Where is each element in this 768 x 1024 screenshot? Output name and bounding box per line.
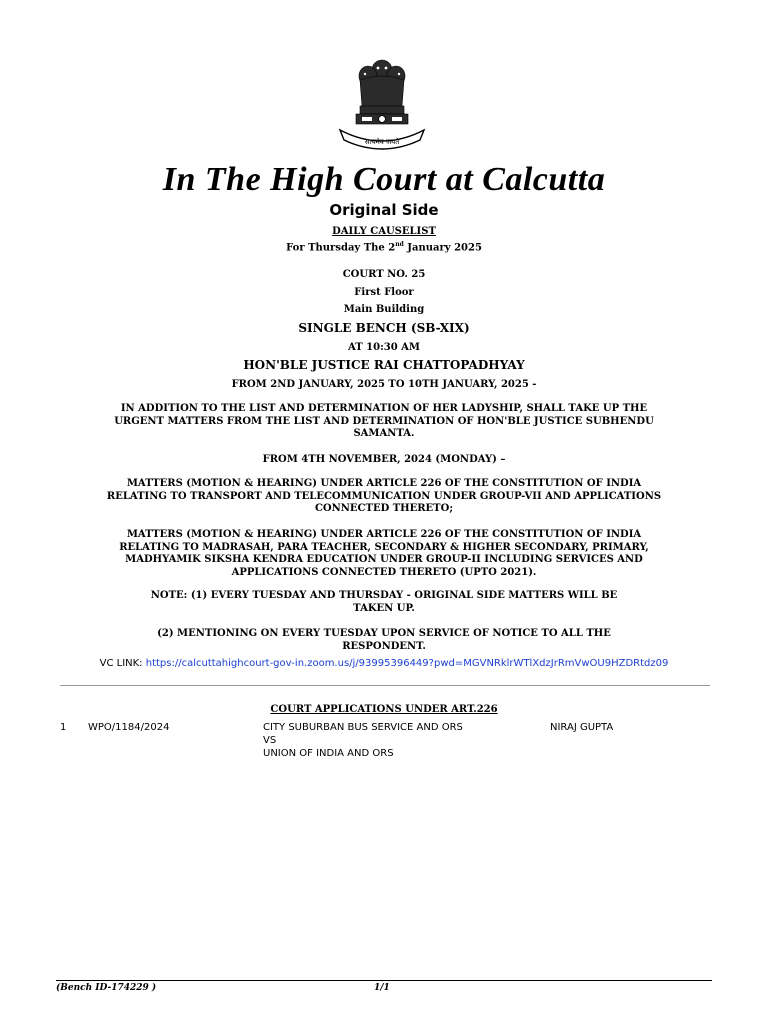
- section-heading: COURT APPLICATIONS UNDER ART.226: [270, 704, 498, 715]
- notice-matters-1: MATTERS (MOTION & HEARING) UNDER ARTICLE 226 OF THE CONSTITUTION OF INDIA RELATING TO TRANSPORT AND TELECOMMUNICATION UNDER GROUP-VII AND APPLICATIONS CONNECTED THERETO;: [106, 478, 662, 514]
- court-number: COURT NO. 25: [342, 269, 426, 280]
- notice-note-2: (2) MENTIONING ON EVERY TUESDAY UPON SERVICE OF NOTICE TO ALL THE RESPONDENT.: [157, 628, 611, 652]
- list-date: [0, 238, 768, 254]
- notice-period: FROM 2ND JANUARY, 2025 TO 10TH JANUARY, 2025 -: [231, 379, 537, 390]
- section-divider: [60, 685, 710, 686]
- case-petitioner: CITY SUBURBAN BUS SERVICE AND ORS: [263, 722, 463, 733]
- list-date-suffix: January 2025: [403, 242, 482, 254]
- case-advocate: NIRAJ GUPTA: [550, 722, 614, 733]
- notice-note-1: NOTE: (1) EVERY TUESDAY AND THURSDAY - ORIGINAL SIDE MATTERS WILL BE TAKEN UP.: [150, 590, 618, 614]
- sitting-time: AT 10:30 AM: [348, 342, 420, 353]
- list-type: DAILY CAUSELIST: [332, 226, 436, 237]
- court-floor: First Floor: [354, 287, 414, 298]
- case-number: WPO/1184/2024: [88, 722, 170, 733]
- footer-page-number: 1/1: [374, 983, 390, 993]
- court-building: Main Building: [343, 304, 425, 315]
- court-title: In The High Court at Calcutta: [162, 161, 606, 198]
- vc-link-label: VC LINK:: [99, 658, 146, 669]
- vc-link[interactable]: https://calcuttahighcourt-gov-in.zoom.us/j/93995396449?pwd=MGVNRklrWTlXdzJrRmVwOU9HZDRtdz09: [145, 658, 669, 669]
- national-emblem-logo: [332, 56, 432, 152]
- emblem-motto: सत्यमेव जयते: [364, 138, 400, 146]
- list-date-sup: nd: [395, 241, 404, 248]
- footer-bench-id: (Bench ID-174229 ): [56, 983, 157, 993]
- case-respondent: UNION OF INDIA AND ORS: [263, 748, 394, 759]
- notice-matters-2: MATTERS (MOTION & HEARING) UNDER ARTICLE 226 OF THE CONSTITUTION OF INDIA RELATING TO MADRASAH, PARA TEACHER, SECONDARY & HIGHER SECONDARY, PRIMARY, MADHYAMIK SIKSHA KENDRA EDUCATION UNDER GROUP-II INCLUDING SERVICES AND APPLICATIONS CONNECTED THERETO (UPTO 2021).: [119, 529, 649, 578]
- bench-name: SINGLE BENCH (SB-XIX): [298, 321, 470, 335]
- notice-addition: IN ADDITION TO THE LIST AND DETERMINATION OF HER LADYSHIP, SHALL TAKE UP THE URGENT MATTERS FROM THE LIST AND DETERMINATION OF HON'BLE JUSTICE SUBHENDU SAMANTA.: [114, 403, 654, 439]
- vc-link-line: [0, 657, 768, 670]
- side-title: Original Side: [329, 201, 439, 219]
- list-date-prefix: For Thursday The 2: [286, 242, 396, 254]
- notice-from-nov: FROM 4TH NOVEMBER, 2024 (MONDAY) –: [262, 454, 506, 465]
- footer-divider: [56, 980, 712, 981]
- justice-name: HON'BLE JUSTICE RAI CHATTOPADHYAY: [243, 358, 525, 372]
- case-serial: 1: [60, 722, 67, 733]
- case-versus: VS: [263, 735, 277, 746]
